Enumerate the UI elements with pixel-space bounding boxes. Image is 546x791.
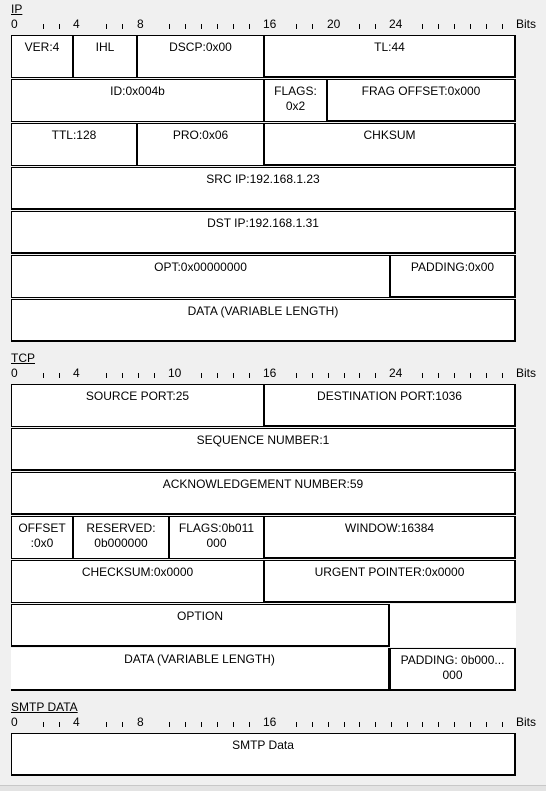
ruler-tick xyxy=(233,722,234,727)
ruler-label: 0 xyxy=(11,715,18,729)
ruler-bits-label: Bits xyxy=(516,17,537,31)
tcp-row-5 xyxy=(11,560,516,603)
ip-bit-ruler xyxy=(0,18,546,32)
ip-data-field[interactable]: DATA (VARIABLE LENGTH) xyxy=(11,299,516,342)
tcp-source-port-field[interactable]: SOURCE PORT:25 xyxy=(11,384,264,427)
ruler-tick xyxy=(344,373,345,378)
tcp-row-1 xyxy=(11,384,516,427)
ruler-tick xyxy=(391,722,392,727)
ruler-tick xyxy=(59,722,60,727)
tcp-option-empty-field xyxy=(390,604,516,647)
ruler-tick xyxy=(169,24,170,29)
ip-total-length-field[interactable]: TL:44 xyxy=(264,35,516,78)
ruler-tick xyxy=(454,24,455,29)
ip-options-field[interactable]: OPT:0x00000000 xyxy=(11,255,390,298)
ruler-tick xyxy=(233,24,234,29)
ruler-label: 0 xyxy=(11,366,18,380)
ruler-label: 16 xyxy=(263,17,277,31)
ip-checksum-field[interactable]: CHKSUM xyxy=(264,123,516,166)
ruler-bits-label: Bits xyxy=(516,715,537,729)
ruler-tick xyxy=(59,373,60,378)
ruler-tick xyxy=(249,722,250,727)
ruler-tick xyxy=(217,722,218,727)
ruler-label: 24 xyxy=(389,17,403,31)
ruler-tick xyxy=(502,373,503,378)
ruler-label: 0 xyxy=(11,17,18,31)
ruler-tick xyxy=(438,722,439,727)
ruler-tick xyxy=(201,24,202,29)
ruler-label: 4 xyxy=(73,715,80,729)
ruler-tick xyxy=(106,24,107,29)
ruler-tick xyxy=(454,722,455,727)
ruler-tick xyxy=(43,373,44,378)
ip-dst-field[interactable]: DST IP:192.168.1.31 xyxy=(11,211,516,254)
ruler-tick xyxy=(359,24,360,29)
ruler-tick xyxy=(486,24,487,29)
ruler-tick xyxy=(138,373,139,378)
ruler-tick xyxy=(249,24,250,29)
ruler-tick xyxy=(122,722,123,727)
ruler-label: 4 xyxy=(73,17,80,31)
ruler-tick xyxy=(249,373,250,378)
tcp-dest-port-field[interactable]: DESTINATION PORT:1036 xyxy=(264,384,516,427)
tcp-row-3 xyxy=(11,472,516,515)
ruler-tick xyxy=(344,722,345,727)
tcp-row-7 xyxy=(11,648,516,691)
tcp-flags-field[interactable]: FLAGS:0b011 000 xyxy=(169,516,264,559)
ruler-label: 8 xyxy=(137,715,144,729)
ip-identification-field[interactable]: ID:0x004b xyxy=(11,79,264,122)
ruler-tick xyxy=(470,373,471,378)
ruler-tick xyxy=(486,373,487,378)
ip-row-1 xyxy=(11,35,516,78)
ip-section-title: IP xyxy=(11,2,23,16)
ruler-tick xyxy=(328,722,329,727)
ruler-label: 10 xyxy=(168,366,182,380)
ruler-tick xyxy=(296,373,297,378)
tcp-urgent-pointer-field[interactable]: URGENT POINTER:0x0000 xyxy=(264,560,516,603)
tcp-bit-ruler xyxy=(0,367,546,381)
ruler-tick xyxy=(486,722,487,727)
ruler-tick xyxy=(169,722,170,727)
ruler-tick xyxy=(438,24,439,29)
ip-protocol-field[interactable]: PRO:0x06 xyxy=(137,123,264,166)
ruler-tick xyxy=(296,722,297,727)
ip-ttl-field[interactable]: TTL:128 xyxy=(11,123,137,166)
ruler-tick xyxy=(122,373,123,378)
ruler-tick xyxy=(201,722,202,727)
ip-row-5 xyxy=(11,211,516,254)
tcp-ack-field[interactable]: ACKNOWLEDGEMENT NUMBER:59 xyxy=(11,472,516,515)
window-bottom-edge xyxy=(0,785,546,791)
ruler-tick xyxy=(43,722,44,727)
tcp-checksum-field[interactable]: CHECKSUM:0x0000 xyxy=(11,560,264,603)
tcp-row-2 xyxy=(11,428,516,471)
ruler-tick xyxy=(59,24,60,29)
ip-frag-offset-field[interactable]: FRAG OFFSET:0x000 xyxy=(327,79,516,122)
tcp-offset-field[interactable]: OFFSET :0x0 xyxy=(11,516,73,559)
ruler-bits-label: Bits xyxy=(516,366,537,380)
ip-row-3 xyxy=(11,123,516,166)
ruler-tick xyxy=(359,722,360,727)
tcp-reserved-field[interactable]: RESERVED: 0b000000 xyxy=(73,516,169,559)
ruler-tick xyxy=(106,722,107,727)
ruler-tick xyxy=(296,24,297,29)
ruler-label: 16 xyxy=(263,715,277,729)
ruler-label: 24 xyxy=(389,366,403,380)
ruler-tick xyxy=(312,24,313,29)
ruler-label: 20 xyxy=(327,17,341,31)
ruler-tick xyxy=(454,373,455,378)
ip-padding-field[interactable]: PADDING:0x00 xyxy=(390,255,516,298)
ip-row-6 xyxy=(11,255,516,298)
ruler-tick xyxy=(502,722,503,727)
ruler-tick xyxy=(470,722,471,727)
ip-ihl-field[interactable]: IHL xyxy=(73,35,137,78)
ruler-tick xyxy=(438,373,439,378)
ip-src-field[interactable]: SRC IP:192.168.1.23 xyxy=(11,167,516,210)
ruler-tick xyxy=(422,722,423,727)
ruler-label: 8 xyxy=(137,17,144,31)
ruler-label: 4 xyxy=(73,366,80,380)
ruler-tick xyxy=(217,373,218,378)
tcp-section-title: TCP xyxy=(11,351,35,365)
smtp-bit-ruler xyxy=(0,716,546,730)
ip-row-4 xyxy=(11,167,516,210)
ruler-tick xyxy=(217,24,218,29)
ip-dscp-field[interactable]: DSCP:0x00 xyxy=(137,35,264,78)
ruler-tick xyxy=(106,373,107,378)
ruler-tick xyxy=(470,24,471,29)
tcp-padding-field[interactable]: PADDING: 0b000... 000 xyxy=(390,648,516,691)
ruler-tick xyxy=(328,373,329,378)
ip-row-2 xyxy=(11,79,516,122)
ruler-tick xyxy=(359,373,360,378)
ruler-tick xyxy=(375,24,376,29)
smtp-row-1 xyxy=(11,733,516,776)
ruler-tick xyxy=(407,722,408,727)
ruler-tick xyxy=(375,722,376,727)
ruler-tick xyxy=(312,373,313,378)
ruler-label: 16 xyxy=(263,366,277,380)
ip-version-field[interactable]: VER:4 xyxy=(11,35,73,78)
ruler-tick xyxy=(185,24,186,29)
tcp-data-field[interactable]: DATA (VARIABLE LENGTH) xyxy=(11,648,390,691)
ruler-tick xyxy=(422,24,423,29)
ruler-tick xyxy=(122,24,123,29)
ruler-tick xyxy=(154,373,155,378)
ip-row-7 xyxy=(11,299,516,342)
ruler-tick xyxy=(43,24,44,29)
ruler-tick xyxy=(422,373,423,378)
tcp-sequence-field[interactable]: SEQUENCE NUMBER:1 xyxy=(11,428,516,471)
ruler-tick xyxy=(201,373,202,378)
smtp-data-field[interactable]: SMTP Data xyxy=(11,733,516,776)
tcp-option-field[interactable]: OPTION xyxy=(11,604,390,647)
ruler-tick xyxy=(375,373,376,378)
tcp-window-field[interactable]: WINDOW:16384 xyxy=(264,516,516,559)
ip-flags-field[interactable]: FLAGS: 0x2 xyxy=(264,79,327,122)
ruler-tick xyxy=(502,24,503,29)
tcp-row-6 xyxy=(11,604,516,647)
ruler-tick xyxy=(312,722,313,727)
smtp-section-title: SMTP DATA xyxy=(11,700,78,714)
tcp-row-4 xyxy=(11,516,516,559)
ruler-tick xyxy=(233,373,234,378)
ruler-tick xyxy=(185,722,186,727)
